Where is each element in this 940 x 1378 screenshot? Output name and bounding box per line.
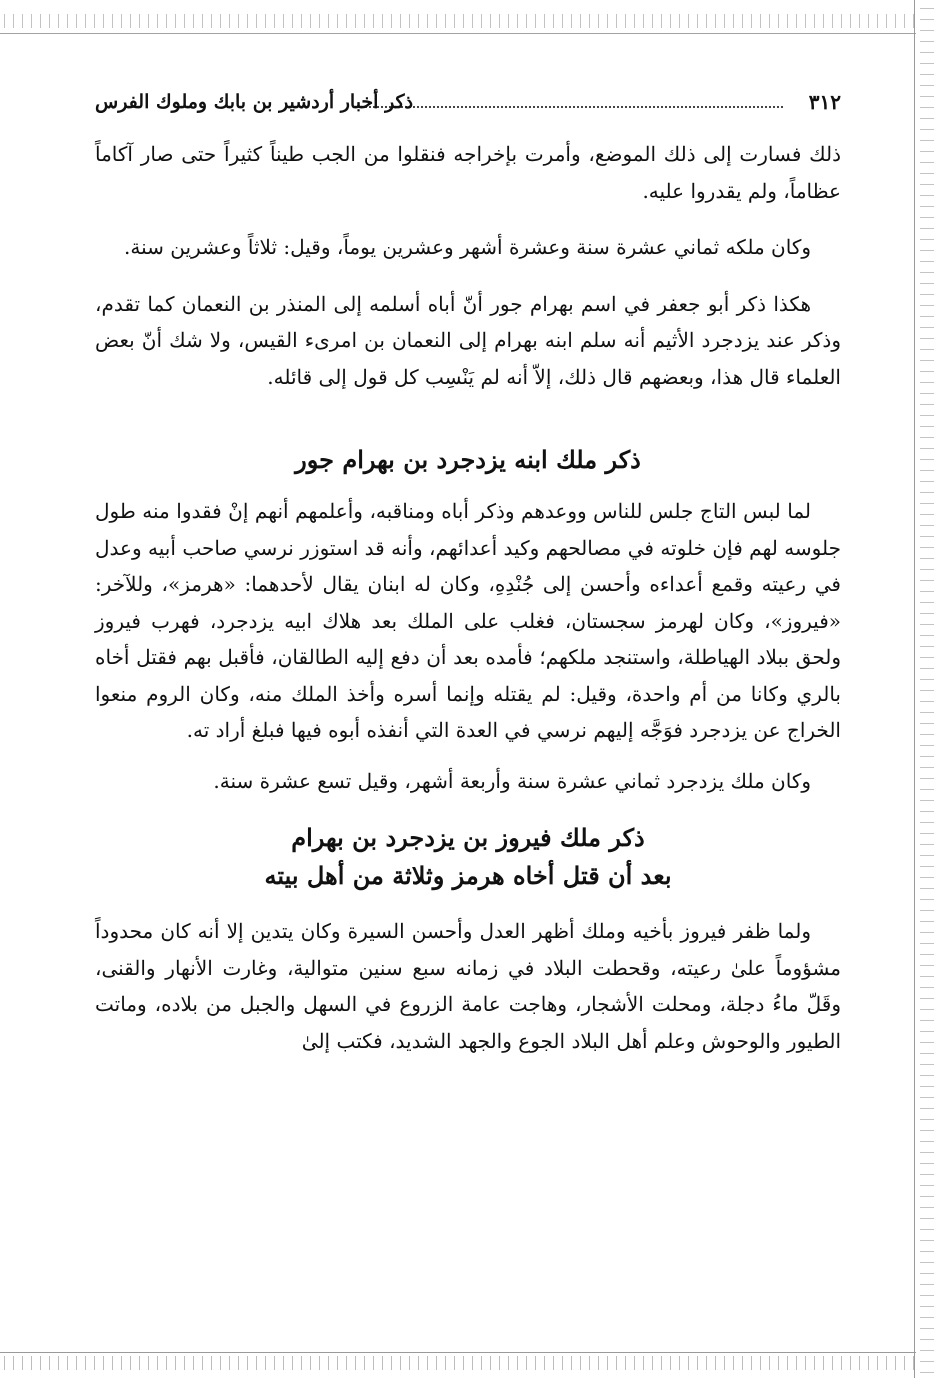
- paragraph-yazdegerd-duration: وكان ملك يزدجرد ثماني عشرة سنة وأربعة أشهر، وقيل تسع عشرة سنة.: [213, 768, 811, 793]
- book-page: [95, 82, 841, 1059]
- paragraph-reign-length: وكان ملكه ثماني عشرة سنة وعشرة أشهر وعشرين يوماً، وقيل: ثلاثاً وعشرين سنة.: [124, 235, 811, 259]
- header-dotted-rule: [357, 106, 783, 108]
- page-number: ٣١٢: [808, 90, 841, 114]
- section-heading-yazdegerd: ذكر ملك ابنه يزدجرد بن بهرام جور: [295, 445, 641, 474]
- paragraph-yazdegerd-reign: لما لبس التاج جلس للناس ووعدهم وذكر أباه ومناقبه، وأعلمهم أنهم إنْ فقدوا منه طول جلوسه لهم فإن خلوته في مصالحهم وكيد أعدائهم، وأنه قد استوزر نرسي صاحب أبيه وعدل في رعيته وقمع أعداءه وأحسن إلى جُنْدِهِ، وكان له ابنان يقال لأحدهما: «هرمز»، وللآخر: «فيروز»، وكان لهرمز سجستان، فغلب على الملك بعد هلاك ابيه يزدجرد، فهرب فيروز ولحق ببلاد الهياطلة، واستنجد ملكهم؛ فأمده بعد أن دفع إليه الطالقان، فأقبل بهم فقتل أخاه بالري وكانا من أم واحدة، وقيل: لم يقتله وإنما أسره وأخذ الملك منه، وكان الروم منعوا الخراج عن يزدجرد فوَجَّه إليهم نرسي في العدة التي أنفذه أبوه فيها فبلغ أراد ته.: [95, 499, 841, 742]
- running-title: ذكر أخبار أردشير بن بابك وملوك الفرس: [95, 91, 414, 113]
- section-heading-firuz-line2: بعد أن قتل أخاه هرمز وثلاثة من أهل بيته: [264, 861, 672, 890]
- paragraph-continuation: ذلك فسارت إلى ذلك الموضع، وأمرت بإخراجه فنقلوا من الجب طيناً كثيراً حتى صار آكاماً عظاماً، ولم يقدروا عليه.: [95, 142, 841, 203]
- paragraph-firuz-reign: ولما ظفر فيروز بأخيه وملك أظهر العدل وأحسن السيرة وكان يتدين إلا أنه كان محدوداً مشؤوماً علىٰ رعيته، وقحطت البلاد في زمانه سبع سنين متوالية، وغارت الأنهار والقنى، وقَلّ ماءُ دجلة، ومحلت الأشجار، وهاجت عامة الزروع في السهل والجبل من بلاده، وماتت الطيور والوحوش وعلم أهل البلاد الجوع والجهد الشديد، فكتب إلىٰ: [95, 919, 841, 1053]
- section-heading-firuz: [95, 819, 841, 895]
- ornamental-border-right: [910, 0, 940, 1378]
- ornamental-border-bottom: [0, 1348, 916, 1378]
- running-header: [95, 82, 841, 122]
- section-heading-firuz-line1: ذكر ملك فيروز بن يزدجرد بن بهرام: [291, 823, 645, 852]
- ornamental-border-top: [0, 0, 916, 40]
- paragraph-note-bahram: هكذا ذكر أبو جعفر في اسم بهرام جور أنّ أباه أسلمه إلى المنذر بن النعمان كما تقدم، وذكر عند يزدجرد الأثيم أنه سلم ابنه بهرام إلى النعمان بن امرىء القيس، ولا شك أنّ بعض العلماء قال هذا، وبعضهم قال ذلك، إلاّ أنه لم يَنْسِب كل قول إلى قائله.: [95, 291, 841, 389]
